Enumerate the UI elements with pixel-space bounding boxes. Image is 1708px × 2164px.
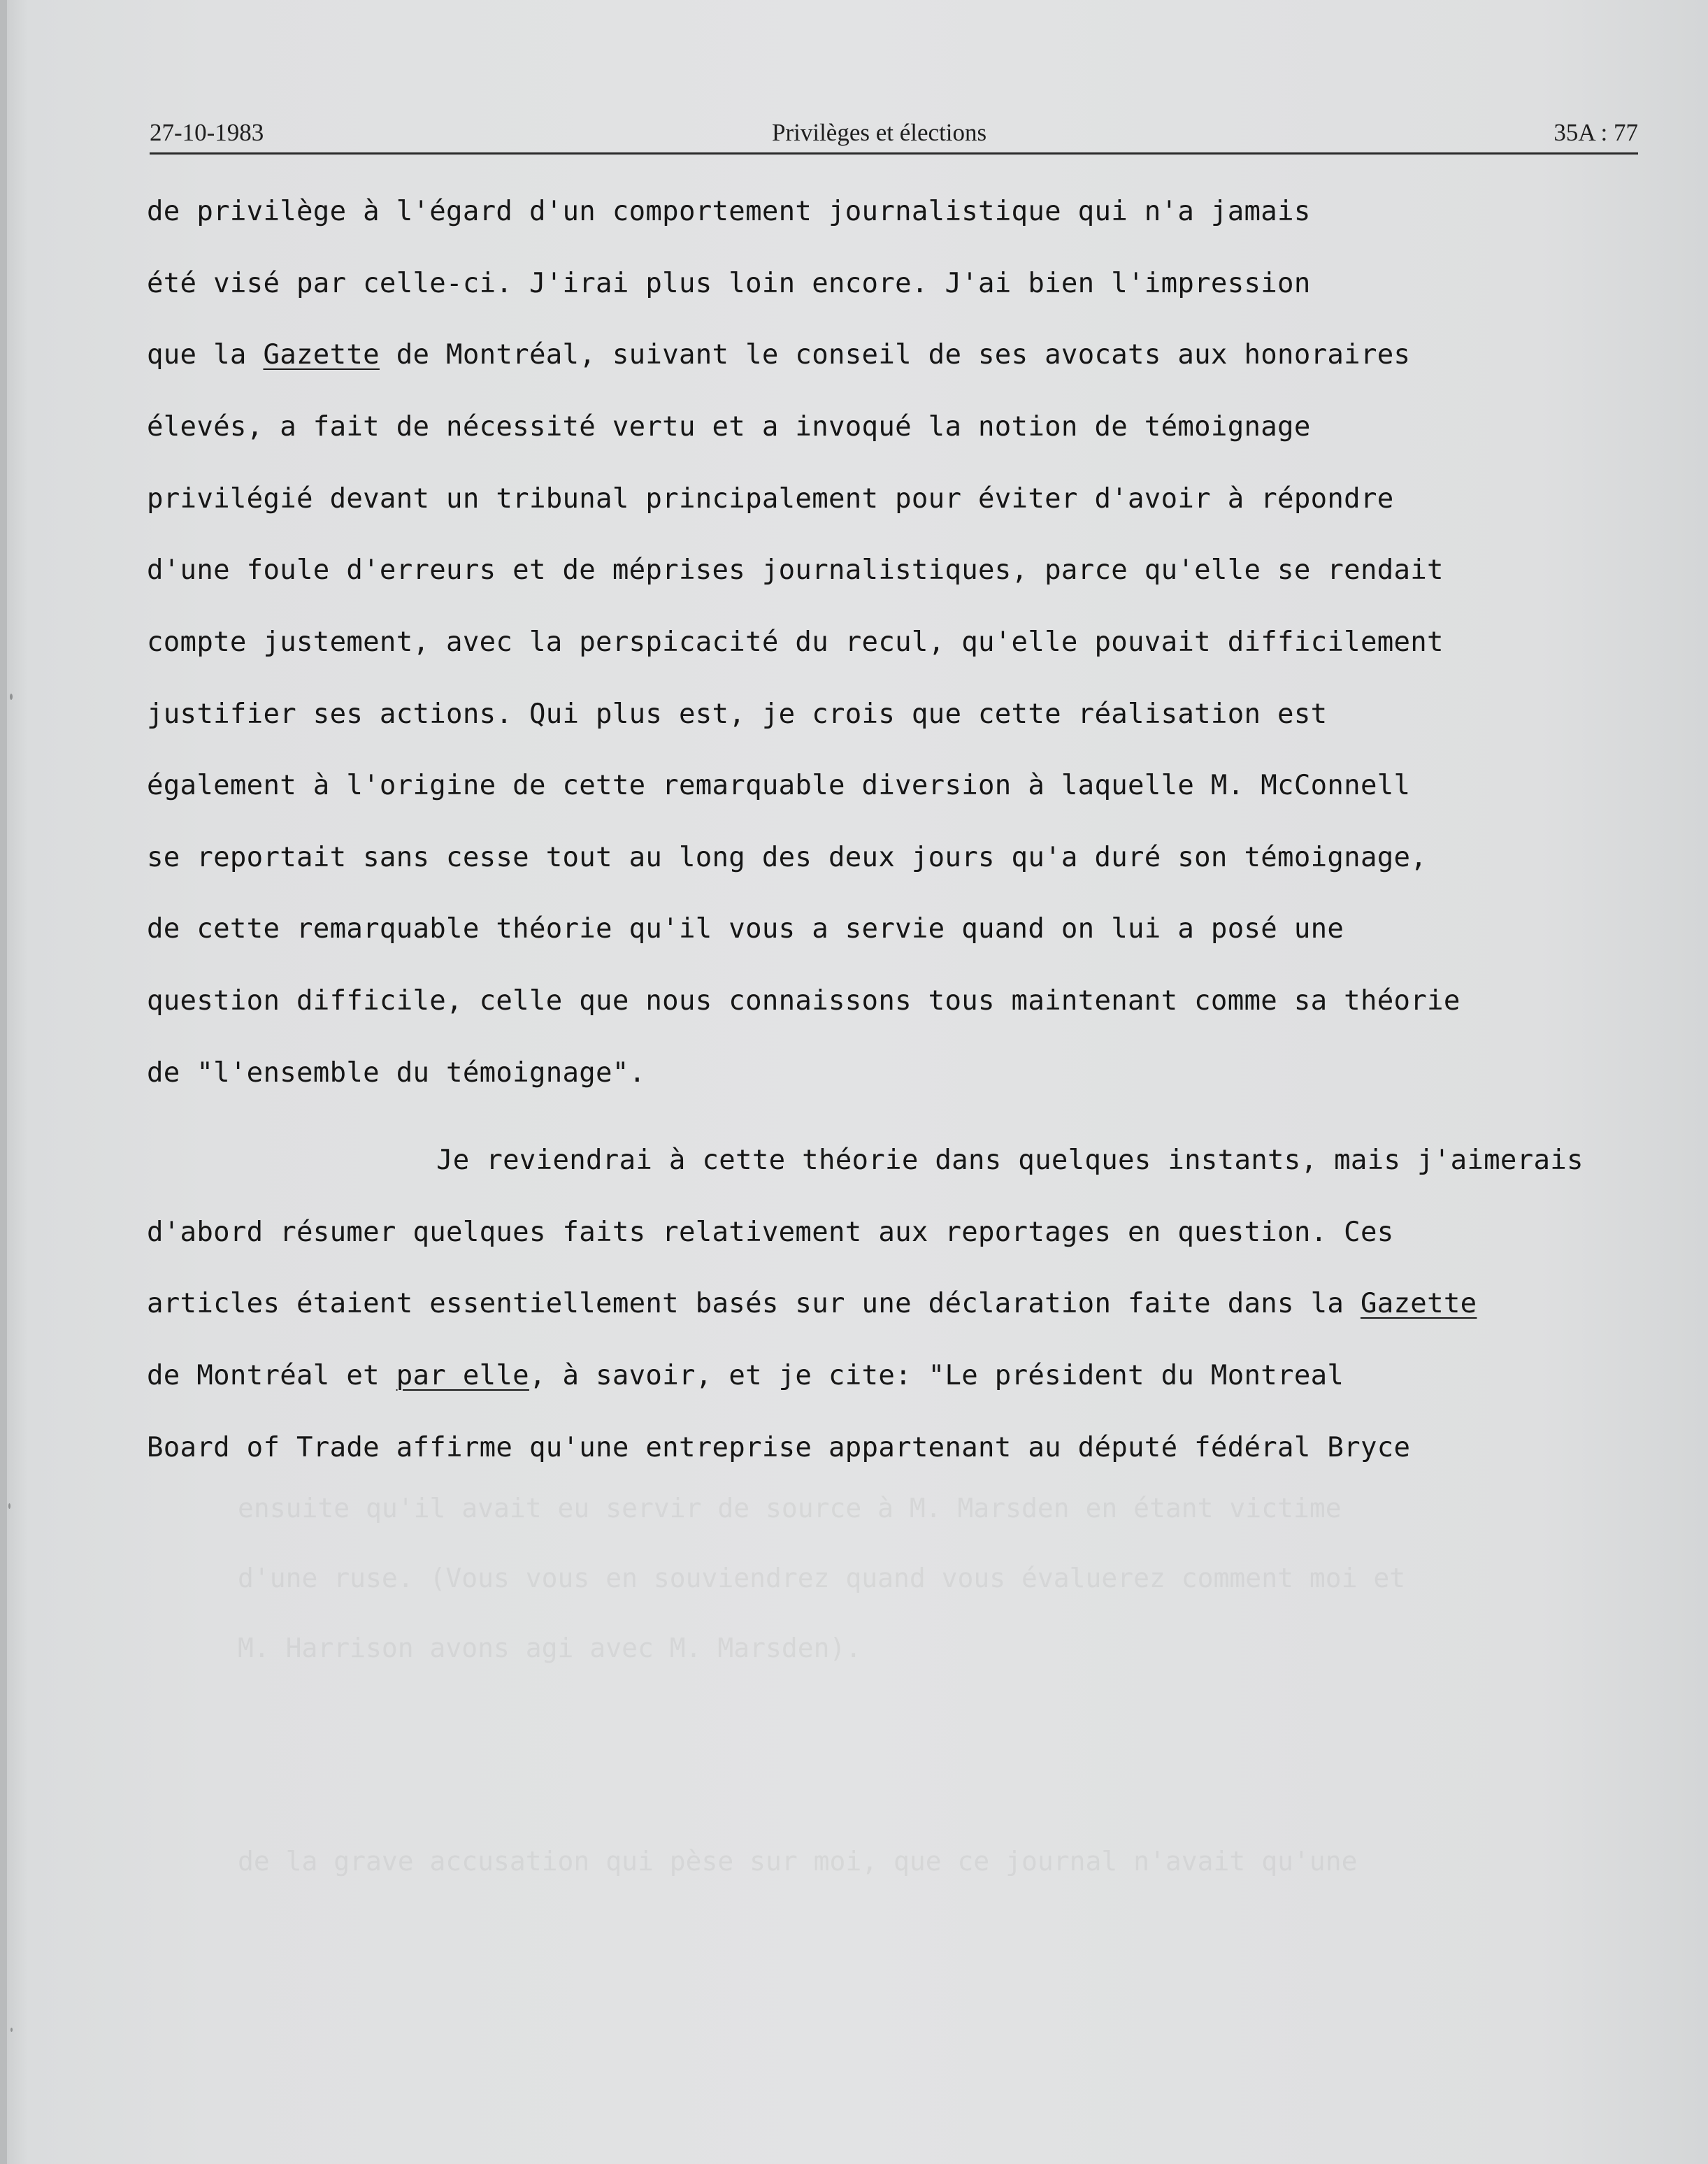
bleed-through-line: M. Harrison avons agi avec M. Marsden). (238, 1633, 862, 1663)
body-line: question difficile, celle que nous connaissons tous maintenant comme sa théorie (147, 985, 1461, 1017)
body-line: de "l'ensemble du témoignage". (147, 1057, 646, 1089)
body-text: de Montréal, suivant le conseil de ses avocats aux honoraires (379, 339, 1411, 371)
body-text: que la (147, 339, 264, 371)
body-line: élevés, a fait de nécessité vertu et a invoqué la notion de témoignage (147, 411, 1311, 443)
underlined-text: Gazette (263, 339, 380, 371)
header-page-number: 35A : 77 (1553, 119, 1638, 146)
body-line: justifier ses actions. Qui plus est, je crois que cette réalisation est (147, 698, 1328, 730)
header-rule (150, 152, 1638, 155)
speck (8, 1503, 10, 1509)
underlined-text: par elle (396, 1360, 529, 1391)
speck (10, 2028, 13, 2032)
bleed-through-line: ensuite qu'il avait eu servir de source à M. Marsden en étant victime (238, 1493, 1342, 1524)
bleed-through-line: de la grave accusation qui pèse sur moi, que ce journal n'avait qu'une (238, 1846, 1358, 1877)
speck (10, 694, 13, 700)
body-line: compte justement, avec la perspicacité du recul, qu'elle pouvait difficilement (147, 626, 1444, 658)
body-line: Je reviendrai à cette théorie dans quelques instants, mais j'aimerais (436, 1145, 1584, 1176)
header-date: 27-10-1983 (150, 119, 264, 146)
body-line: d'une foule d'erreurs et de méprises journalistiques, parce qu'elle se rendait (147, 554, 1444, 586)
body-text: articles étaient essentiellement basés sur une déclaration faite dans la (147, 1288, 1361, 1319)
body-line: été visé par celle-ci. J'irai plus loin encore. J'ai bien l'impression (147, 268, 1311, 299)
body-text: , à savoir, et je cite: "Le président du Montreal (529, 1360, 1344, 1391)
body-line: Board of Trade affirme qu'une entreprise appartenant au député fédéral Bryce (147, 1432, 1411, 1463)
body-line (147, 1287, 1477, 1321)
body-text: de Montréal et (147, 1360, 396, 1391)
body-line: d'abord résumer quelques faits relativement aux reportages en question. Ces (147, 1217, 1394, 1248)
body-line: se reportait sans cesse tout au long des deux jours qu'a duré son témoignage, (147, 842, 1428, 873)
bleed-through-line: d'une ruse. (Vous vous en souviendrez quand vous évaluerez comment moi et (238, 1563, 1406, 1593)
body-line (147, 1359, 1344, 1393)
body-line: de privilège à l'égard d'un comportement journalistique qui n'a jamais (147, 196, 1311, 227)
page-left-edge (0, 0, 7, 2164)
body-line: privilégié devant un tribunal principalement pour éviter d'avoir à répondre (147, 483, 1394, 515)
underlined-text: Gazette (1360, 1288, 1477, 1319)
body-line (147, 338, 1410, 373)
body-line: de cette remarquable théorie qu'il vous a servie quand on lui a posé une (147, 913, 1344, 945)
body-line: également à l'origine de cette remarquable diversion à laquelle M. McConnell (147, 770, 1411, 801)
header-title: Privilèges et élections (772, 119, 987, 146)
